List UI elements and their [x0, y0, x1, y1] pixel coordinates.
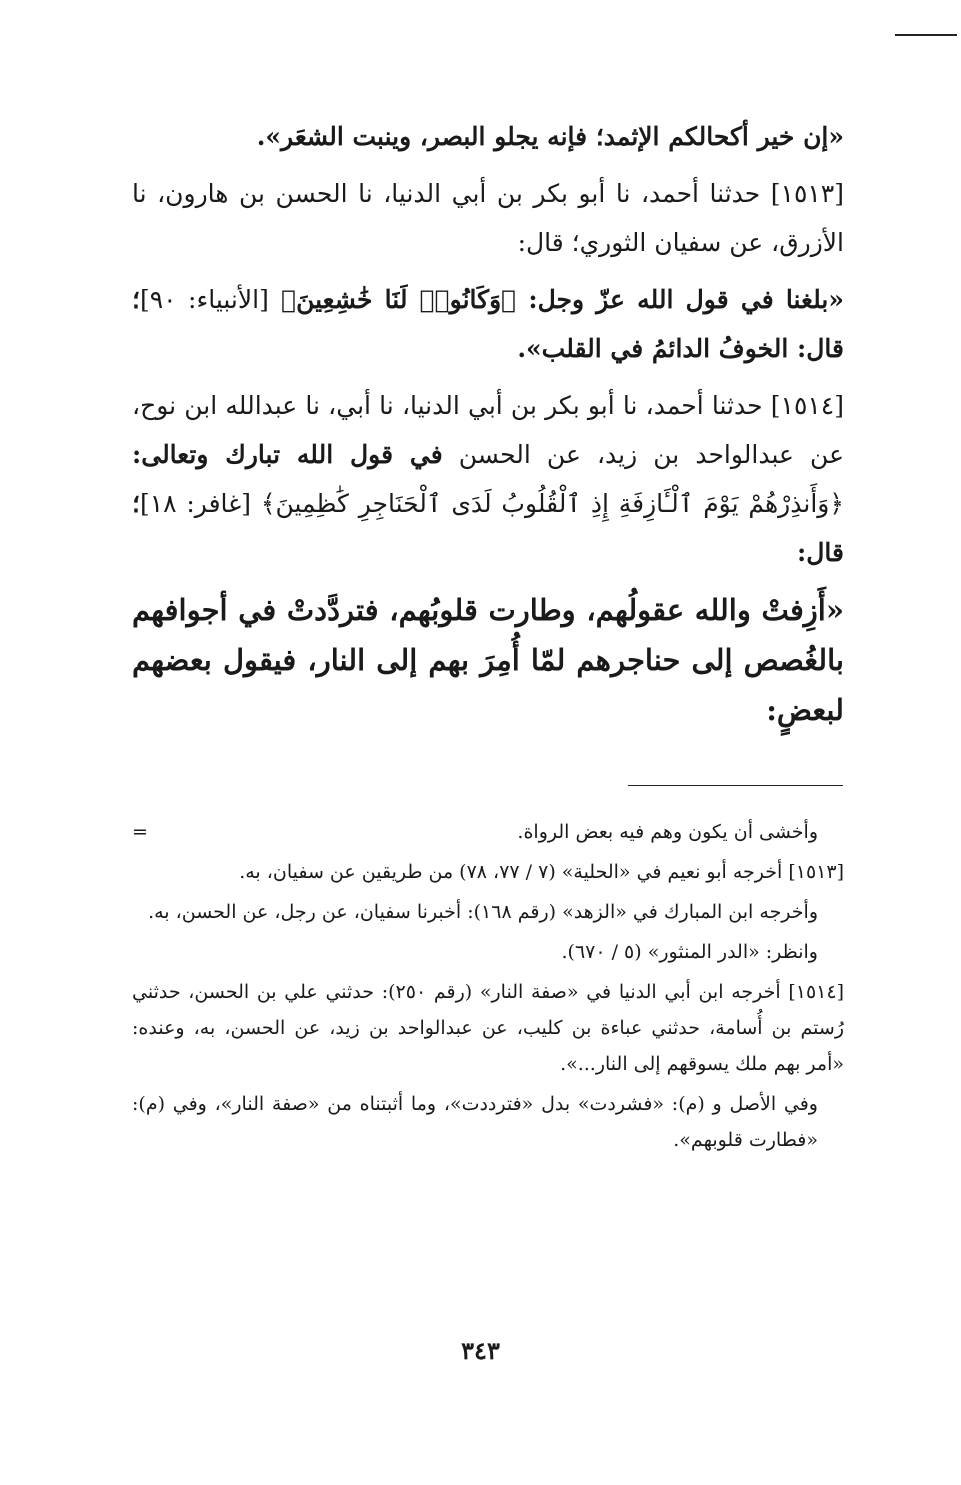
footnote-1513-zuhd: وأخرجه ابن المبارك في «الزهد» (رقم ١٦٨): أخبرنا سفيان، عن رجل، عن الحسن، به.	[148, 901, 818, 923]
hadith-text-1513	[132, 275, 844, 373]
hadith-text-1514: «أَزِفتْ والله عقولُهم، وطارت قلوبُهم، فتردَّدتْ في أجوافهم بالغُصص إلى حناجرهم لمّا أُمِرَ بهم إلى النار، فيقول بعضهم لبعضٍ:	[132, 593, 844, 727]
isnad-1514-chain: [١٥١٤] حدثنا أحمد، نا أبو بكر بن أبي الدنيا، نا أبي، نا عبدالله ابن نوح، عن عبدالواحد بن زيد، عن الحسن	[132, 391, 844, 469]
quran-reference-ghafir: [غافر: ١٨]	[139, 489, 251, 518]
isnad-1514-intro: في قول الله تبارك وتعالى:	[132, 440, 443, 469]
footnotes	[132, 814, 844, 1162]
quran-verse-ghafir: ﴿وَأَنذِرْهُمْ يَوْمَ ٱلْـَٔازِفَةِ إِذِ ٱلْقُلُوبُ لَدَى ٱلْحَنَاجِرِ كَٰظِمِينَ﴾	[260, 489, 844, 518]
hadith-text-1513-tail: ؛ قال: الخوفُ الدائمُ في القلب».	[132, 285, 844, 363]
footnote-1513-durr: وانظر: «الدر المنثور» (٥ / ٦٧٠).	[561, 941, 818, 963]
page-number: ٣٤٣	[461, 1336, 500, 1365]
isnad-1513: [١٥١٣] حدثنا أحمد، نا أبو بكر بن أبي الدنيا، نا الحسن بن هارون، نا الأزرق، عن سفيان الثوري؛ قال:	[132, 179, 844, 257]
footnote-1513: [١٥١٣] أخرجه أبو نعيم في «الحلية» (٧ / ٧٧، ٧٨) من طريقين عن سفيان، به.	[239, 861, 844, 883]
header-rule	[895, 34, 957, 36]
isnad-1514	[132, 381, 844, 577]
footnote-continuation: وأخشى أن يكون وهم فيه بعض الرواة.	[517, 821, 818, 843]
continuation-mark: =	[132, 821, 148, 843]
hadith-text-1513-body: «بلغنا في قول الله عزّ وجل: ﴿وَكَانُوا۟ لَنَا خَٰشِعِينَ﴾	[281, 285, 844, 314]
quran-reference-anbiya: [الأنبياء: ٩٠]	[139, 285, 269, 314]
isnad-1514-tail: ؛ قال:	[132, 489, 844, 567]
hadith-text-1512-end: «إن خير أكحالكم الإثمد؛ فإنه يجلو البصر، وينبت الشعَر».	[256, 122, 844, 151]
footnote-1514-variant: وفي الأصل و (م): «فشردت» بدل «فترددت»، وما أثبتناه من «صفة النار»، وفي (م): «فطارت قلوبهم».	[132, 1093, 818, 1151]
main-text	[132, 112, 844, 743]
footnote-1514: [١٥١٤] أخرجه ابن أبي الدنيا في «صفة النار» (رقم ٢٥٠): حدثني علي بن الحسن، حدثني رُستم بن أُسامة، حدثني عباءة بن كليب، عن عبدالواحد بن زيد، عن الحسن، به، وعنده: «أمر بهم ملك يسوقهم إلى النار...».	[132, 981, 844, 1075]
footnote-separator	[628, 785, 843, 786]
